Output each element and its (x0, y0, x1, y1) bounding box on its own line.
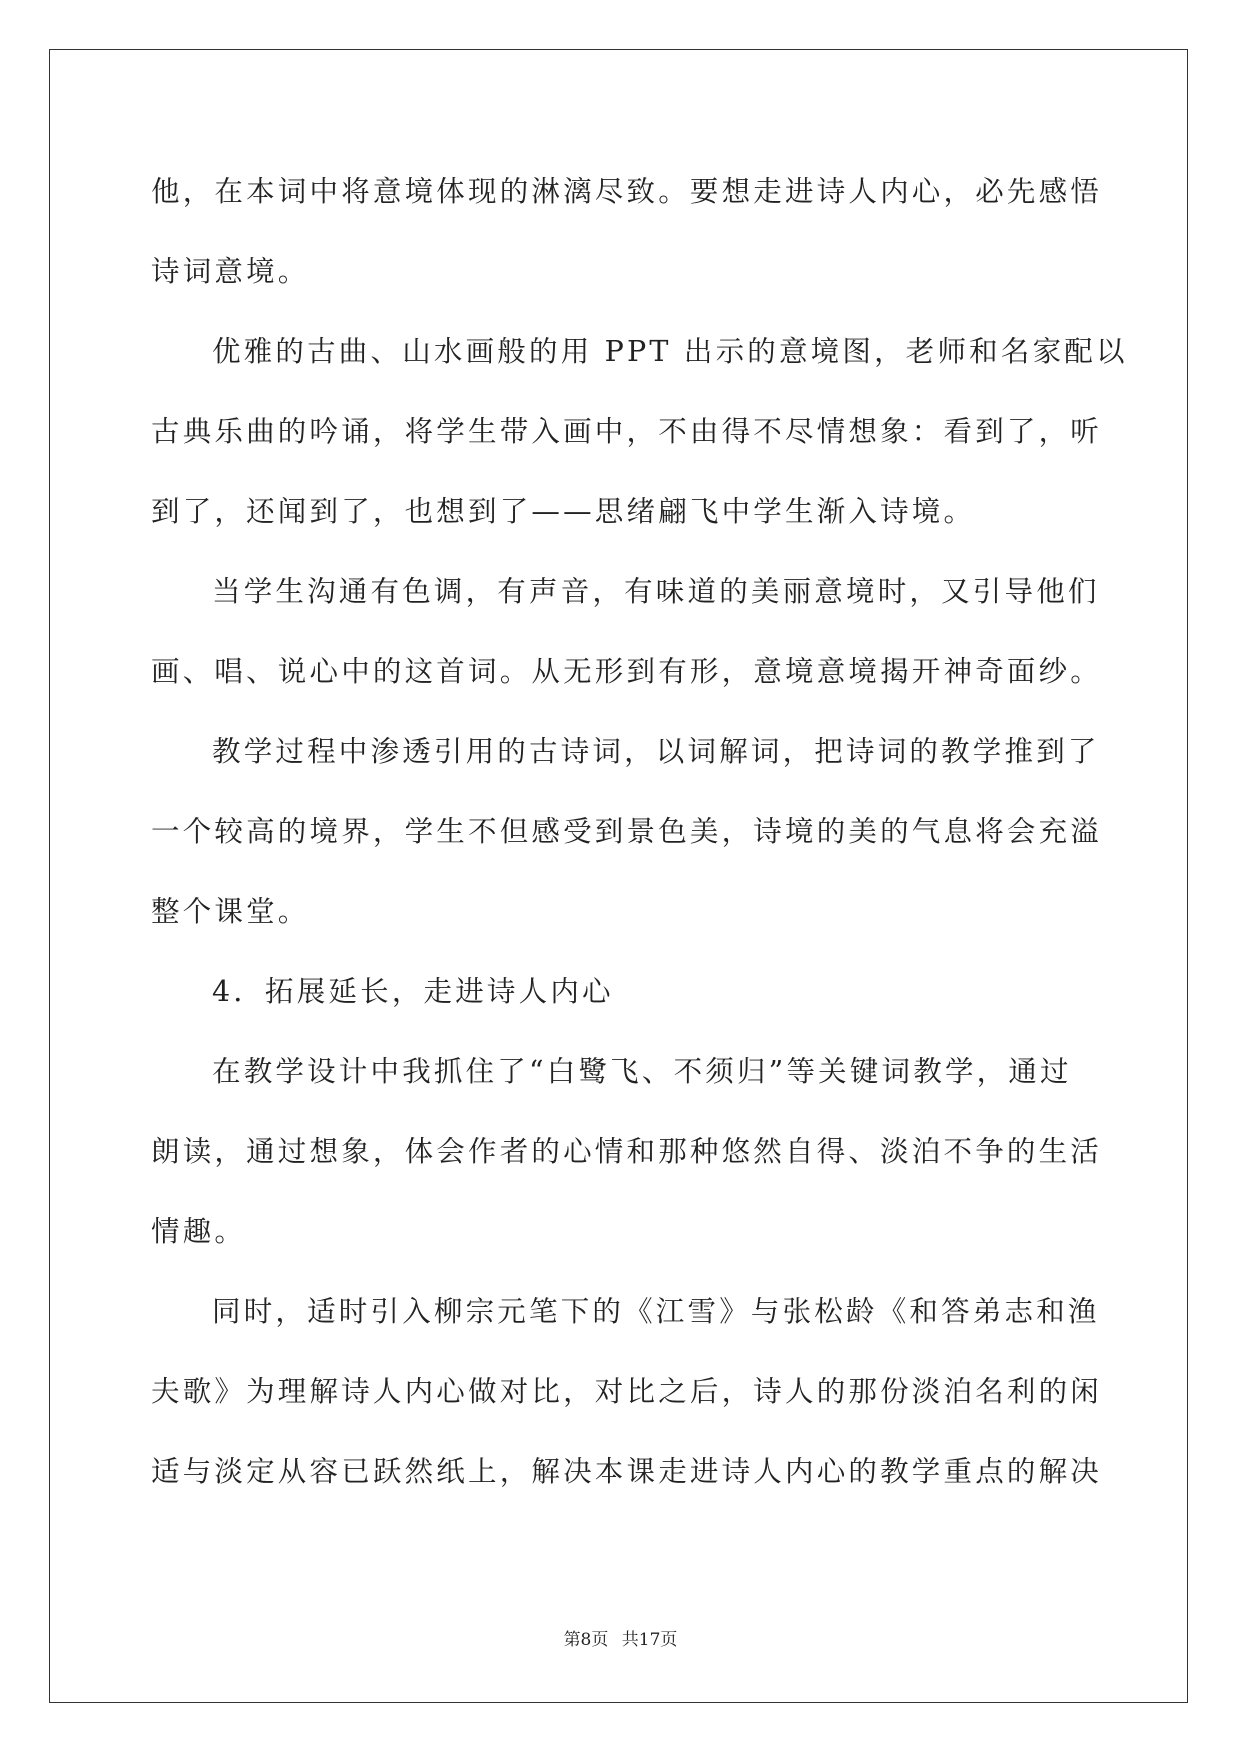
paragraph-line: 诗词意境。 (151, 255, 310, 288)
paragraph-line: 优雅的古曲、山水画般的用 PPT 出示的意境图，老师和名家配以 (212, 335, 1128, 368)
paragraph-line: 他，在本词中将意境体现的淋漓尽致。要想走进诗人内心，必先感悟 (151, 175, 1103, 208)
paragraph-line: 适与淡定从容已跃然纸上，解决本课走进诗人内心的教学重点的解决 (151, 1455, 1103, 1488)
paragraph-line: 一个较高的境界，学生不但感受到景色美，诗境的美的气息将会充溢 (151, 815, 1103, 848)
section-heading: 4．拓展延长，走进诗人内心 (212, 975, 614, 1008)
paragraph-line: 教学过程中渗透引用的古诗词，以词解词，把诗词的教学推到了 (212, 735, 1100, 768)
paragraph-line: 古典乐曲的吟诵，将学生带入画中，不由得不尽情想象：看到了，听 (151, 415, 1103, 448)
paragraph-line: 情趣。 (151, 1215, 247, 1248)
paragraph-line: 在教学设计中我抓住了“白鹭飞、不须归”等关键词教学，通过 (212, 1055, 1072, 1088)
paragraph-line: 朗读，通过想象，体会作者的心情和那种悠然自得、淡泊不争的生活 (151, 1135, 1103, 1168)
page-total: 共17页 (621, 1630, 678, 1650)
paragraph-line: 整个课堂。 (151, 895, 310, 928)
paragraph-line: 同时，适时引入柳宗元笔下的《江雪》与张松龄《和答弟志和渔 (212, 1295, 1100, 1328)
page-number: 第8页 (563, 1630, 609, 1650)
paragraph-line: 画、唱、说心中的这首词。从无形到有形，意境意境揭开神奇面纱。 (151, 655, 1103, 688)
paragraph-line: 到了，还闻到了，也想到了——思绪翩飞中学生渐入诗境。 (151, 495, 976, 528)
paragraph-line: 当学生沟通有色调，有声音，有味道的美丽意境时，又引导他们 (212, 575, 1100, 608)
paragraph-line: 夫歌》为理解诗人内心做对比，对比之后，诗人的那份淡泊名利的闲 (151, 1375, 1103, 1408)
page-footer (0, 1628, 1241, 1652)
